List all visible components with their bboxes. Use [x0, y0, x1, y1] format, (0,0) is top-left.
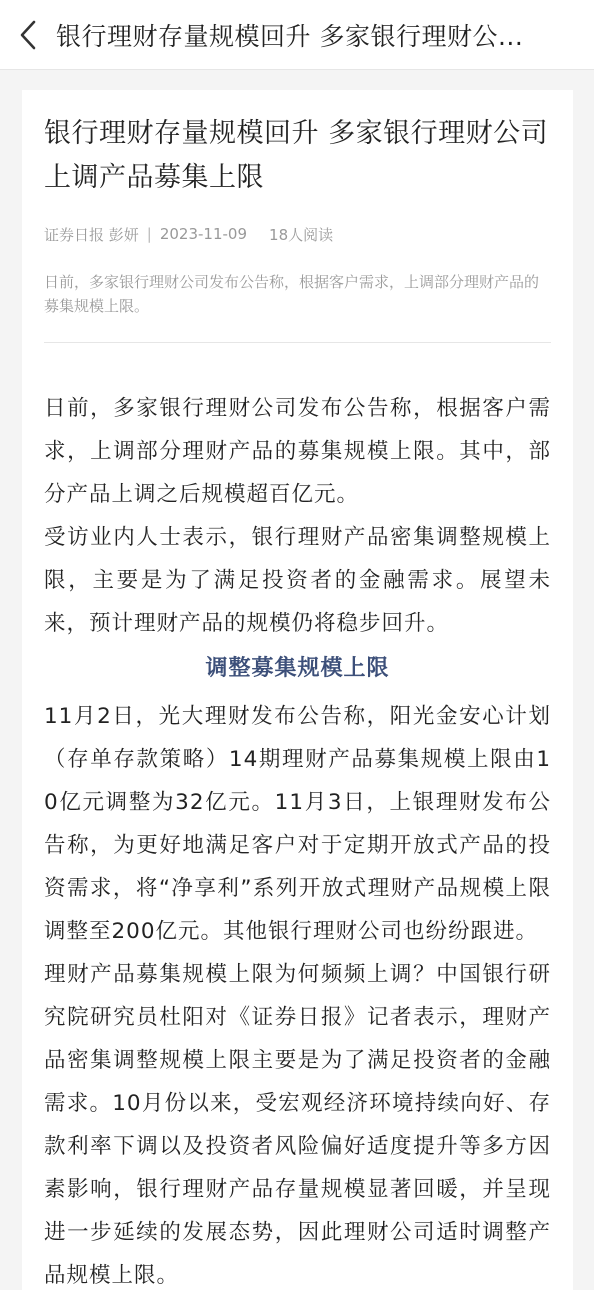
paragraph: 日前，多家银行理财公司发布公告称，根据客户需求，上调部分理财产品的募集规模上限。其中，部分产品上调之后规模超百亿元。	[44, 396, 551, 507]
article-summary: 日前，多家银行理财公司发布公告称，根据客户需求，上调部分理财产品的募集规模上限。	[44, 270, 551, 343]
paragraph: 理财产品募集规模上限为何频频上调？中国银行研究院研究员杜阳对《证券日报》记者表示，理财产品密集调整规模上限主要是为了满足投资者的金融需求。10月份以来，受宏观经济环境持续向好、存款利率下调以及投资者风险偏好适度提升等多方因素影响，银行理财产品存量规模显著回暖，并呈现进一步延续的发展态势，因此理财公司适时调整产品规模上限。	[44, 962, 551, 1288]
paragraph: 11月2日，光大理财发布公告称，阳光金安心计划（存单存款策略）14期理财产品募集规模上限由10亿元调整为32亿元。11月3日，上银理财发布公告称，为更好地满足客户对于定期开放式产品的投资需求，将“净享利”系列开放式理财产品规模上限调整至200亿元。其他银行理财公司也纷纷跟进。	[44, 704, 551, 944]
read-count: 18人阅读	[269, 225, 334, 244]
section-heading: 调整募集规模上限	[205, 656, 390, 681]
article-meta	[44, 222, 551, 246]
article-source: 证券日报 彭妍	[44, 225, 139, 244]
article-body	[44, 387, 551, 1290]
back-button[interactable]	[0, 0, 56, 70]
meta-separator: |	[146, 225, 152, 243]
paragraph: 受访业内人士表示，银行理财产品密集调整规模上限，主要是为了满足投资者的金融需求。展望未来，预计理财产品的规模仍将稳步回升。	[44, 525, 551, 636]
top-navigation-bar	[0, 0, 594, 70]
article-title: 银行理财存量规模回升 多家银行理财公司上调产品募集上限	[44, 118, 549, 193]
page-title: 银行理财存量规模回升 多家银行理财公...	[56, 21, 524, 51]
chevron-left-icon	[18, 19, 38, 51]
article-card	[22, 90, 573, 1290]
article-date: 2023-11-09	[159, 225, 248, 243]
